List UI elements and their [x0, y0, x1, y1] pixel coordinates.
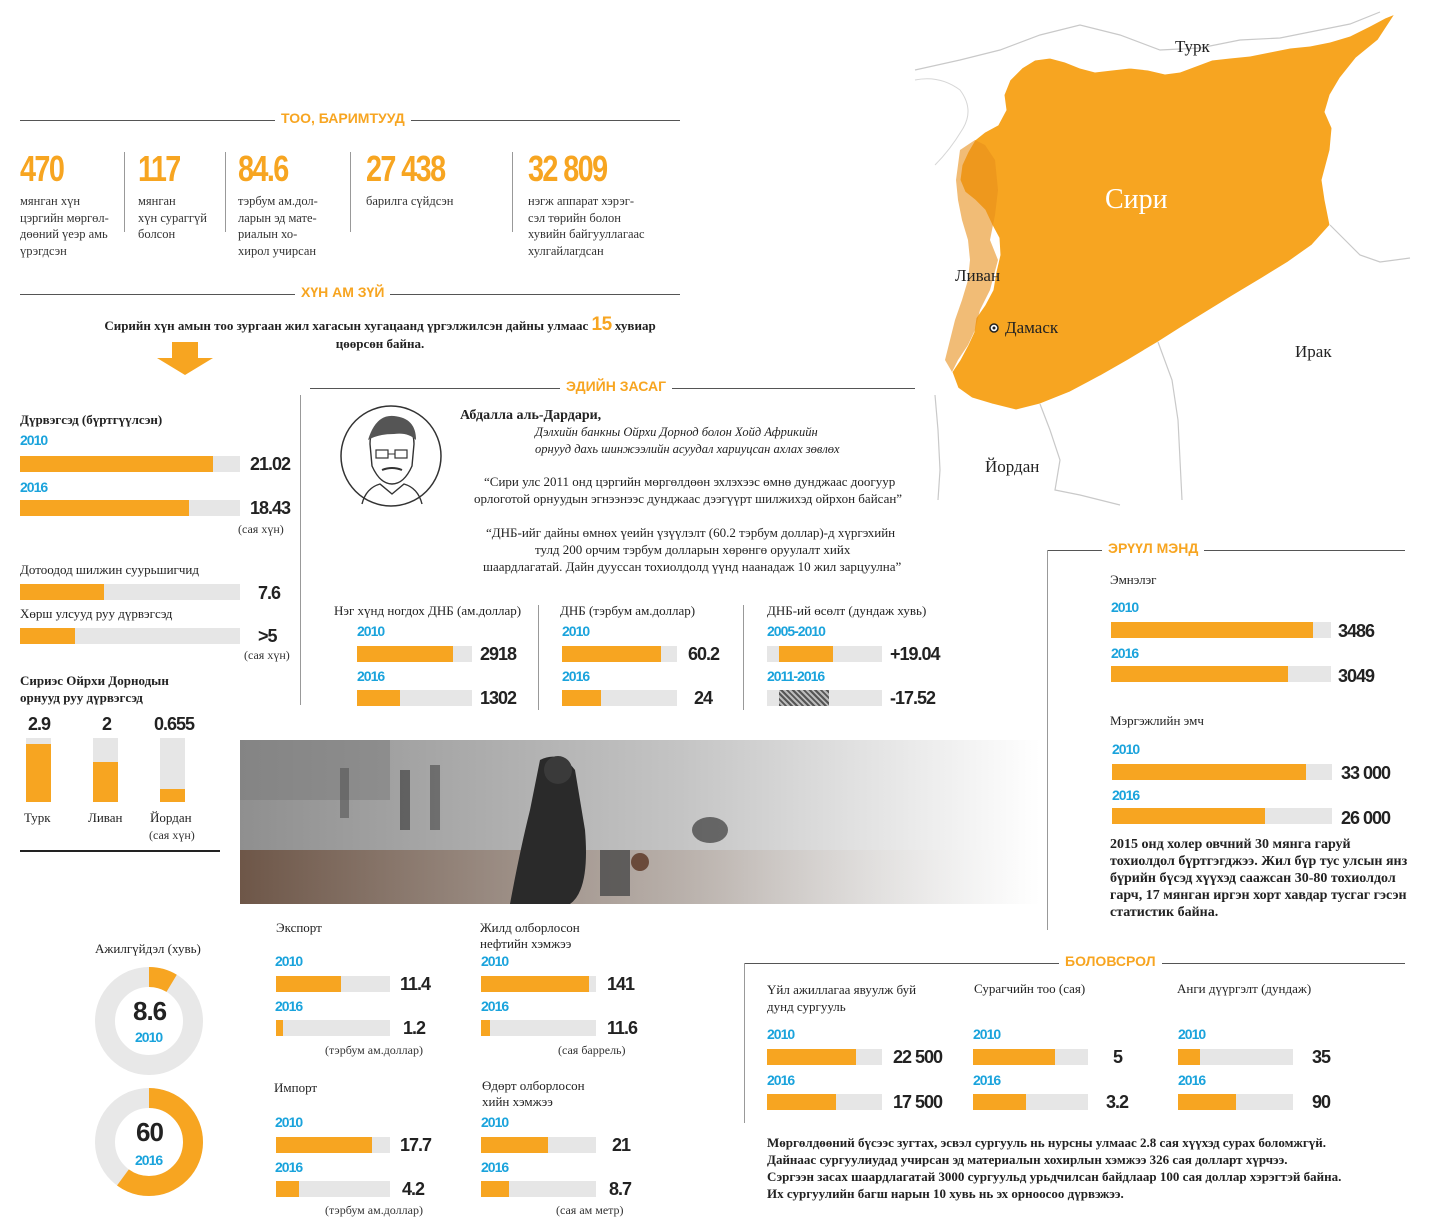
unit-label: (сая баррель)	[558, 1043, 626, 1057]
bar-track	[767, 646, 882, 662]
bar-fill	[481, 1181, 509, 1197]
bar-value: 17 500	[893, 1092, 943, 1112]
bar-track	[1178, 1049, 1293, 1065]
bar-track	[1111, 622, 1331, 638]
education-note-line: Сэргээн засах шаардлагатай 3000 сургуульд урьдчилсан байдлаар 100 сая доллар хэрэгтэй байна.	[767, 1169, 1342, 1184]
bar-track	[973, 1094, 1088, 1110]
fact-number: 470	[20, 148, 64, 189]
column-track	[160, 738, 185, 802]
year-label: 2016	[357, 668, 385, 684]
fact-divider	[512, 152, 513, 232]
map-label-damascus: Дамаск	[1005, 318, 1059, 337]
bar-track	[481, 1137, 596, 1153]
column-category-label: Ливан	[88, 810, 123, 825]
bar-value: 35	[1312, 1047, 1331, 1067]
column-fill	[26, 744, 51, 802]
bar-fill	[1112, 764, 1306, 780]
bar-fill	[276, 976, 341, 992]
section-economy-title: ЭДИЙН ЗАСАГ	[560, 378, 672, 394]
bar-fill	[357, 690, 400, 706]
fact-description: мянган хүн сураггүй болсон	[138, 194, 207, 241]
unit-label: (сая ам метр)	[556, 1203, 624, 1217]
bar-track	[20, 500, 240, 516]
unit-label: (сая хүн)	[244, 648, 290, 662]
bar-track	[973, 1049, 1088, 1065]
chart-title: Сурагчийн тоо (сая)	[974, 981, 1086, 996]
bar-fill	[481, 1137, 548, 1153]
bar-value: 21.02	[250, 454, 291, 474]
bar-fill	[276, 1020, 283, 1036]
year-label: 2010	[481, 1114, 509, 1130]
fact-description: барилга сүйдсэн	[366, 194, 454, 208]
bar-fill	[276, 1181, 299, 1197]
chart-title: Ажилгүйдэл (хувь)	[95, 941, 201, 956]
chart-title: ДНБ (тэрбум ам.доллар)	[560, 603, 696, 618]
year-label: 2016	[20, 479, 48, 495]
bar-value: 3.2	[1106, 1092, 1129, 1112]
bar-value: 18.43	[250, 498, 291, 518]
year-label: 2016	[767, 1072, 795, 1088]
unit-label: (тэрбум ам.доллар)	[325, 1203, 423, 1217]
year-label: 2010	[1111, 599, 1139, 615]
bar-value: 11.4	[400, 974, 431, 994]
portrait-icon	[332, 404, 450, 508]
bar-fill	[20, 628, 75, 644]
year-label: 2016	[973, 1072, 1001, 1088]
health-note: 2015 онд холер овчний 30 мянга гаруй тохиолдол бүртгэгджээ. Жил бүр тус улсын янз бүрийн бүсэд хүүхэд саажсан 30-80 тохиолдол гарч, 17 мянган иргэн хорт хавдар тусгаг гэсэн статистик байна.	[1110, 837, 1408, 920]
bar-fill	[1111, 622, 1313, 638]
bar-fill	[1112, 808, 1265, 824]
bar-track	[767, 1049, 882, 1065]
bar-track	[276, 1137, 390, 1153]
chart-title: Үйл ажиллагаа явуулж буй дунд сургууль	[767, 982, 917, 1014]
bar-track	[767, 690, 882, 706]
section-population-header	[20, 284, 680, 304]
section-education-header	[744, 953, 1405, 973]
bar-track	[20, 628, 240, 644]
bar-fill	[973, 1094, 1026, 1110]
unit-label: (тэрбум ам.доллар)	[325, 1043, 423, 1057]
down-arrow-icon	[155, 342, 215, 376]
year-label: 2016	[1178, 1072, 1206, 1088]
fact-number: 32 809	[528, 148, 607, 189]
column-fill	[160, 789, 185, 802]
bar-category-label: Дотоодод шилжин суурьшигчид	[20, 562, 199, 577]
bar-value: 1302	[480, 688, 517, 708]
year-label: 2005-2010	[767, 623, 825, 639]
column-value: 2.9	[28, 714, 51, 734]
bar-value: 141	[607, 974, 635, 994]
bar-track	[20, 584, 240, 600]
syria-map	[900, 0, 1430, 520]
chart-title: Анги дүүргэлт (дундаж)	[1177, 981, 1312, 996]
bar-track	[276, 1020, 390, 1036]
year-label: 2016	[1112, 787, 1140, 803]
quote-title: Дэлхийн банкны Ойрхи Дорнод болон Хойд Африкийн	[535, 425, 818, 439]
year-label: 2016	[481, 998, 509, 1014]
fact-number: 27 438	[366, 148, 445, 189]
quote-title: орнууд дахь шинжээлийн асуудал хариуцсан ахлах зөвлөх	[535, 442, 840, 456]
section-education-title: БОЛОВСРОЛ	[1059, 953, 1162, 969]
bar-track	[276, 1181, 390, 1197]
column-category-label: Йордан	[150, 810, 192, 825]
bar-fill	[20, 500, 189, 516]
chart-title: Мэргэжлийн эмч	[1110, 713, 1204, 728]
education-divider	[744, 963, 745, 1123]
column-category-label: Турк	[24, 810, 51, 825]
bar-track	[481, 976, 596, 992]
bar-track	[276, 976, 390, 992]
bar-value: +19.04	[890, 644, 940, 664]
statement-text: Сирийн хүн амын тоо зургаан жил хагасын хугацаанд үргэлжилсэн дайны улмаас	[104, 318, 589, 333]
education-note-line: Дайнаас сургуулиудад учирсан эд материалын хохирлын хэмжээ 326 сая долларт хүрчээ.	[767, 1152, 1288, 1167]
fact-description: мянган хүн цэргийн мөргөл- дөөний үеэр амь үрэгдсэн	[20, 194, 109, 258]
bar-track	[481, 1020, 596, 1036]
section-facts-header	[20, 110, 680, 130]
statement-text: цөөрсөн байна.	[335, 336, 425, 351]
year-label: 2010	[481, 953, 509, 969]
bar-track	[1178, 1094, 1293, 1110]
year-label: 2010	[1178, 1026, 1206, 1042]
bar-category-label: Хөрш улсууд руу дүрвэгсэд	[20, 606, 173, 621]
bar-track	[562, 646, 677, 662]
chart-title: Экспорт	[276, 920, 322, 935]
year-label: 2010	[275, 1114, 303, 1130]
bar-value: 24	[694, 688, 713, 708]
year-label: 2016	[1111, 645, 1139, 661]
education-note-line: Мөргөлдөөний бүсээс зугтах, эсвэл сургууль нь нурсны улмаас 2.8 сая хүүхэд сурах боломжгүй.	[767, 1135, 1327, 1150]
section-economy-header	[310, 378, 915, 398]
quote-text: “Сири улс 2011 онд цэргийн мөргөлдөөн эхлэхээс өмнө дунджаас доогуур	[484, 474, 896, 489]
quote-name: Абдалла аль-Дардари,	[460, 408, 602, 423]
health-divider	[1047, 550, 1048, 930]
chart-title: Сириэс Ойрхи Дорнодын орнууд руу дүрвэгсэд	[20, 673, 169, 705]
bar-value: -17.52	[890, 688, 936, 708]
chart-title: Жилд олборлосон нефтийн хэмжээ	[480, 920, 580, 951]
year-label: 2011-2016	[767, 668, 825, 684]
bar-value: 2918	[480, 644, 517, 664]
bar-fill	[20, 584, 104, 600]
column-fill	[93, 762, 118, 802]
year-label: 2010	[135, 1029, 163, 1045]
year-label: 2010	[973, 1026, 1001, 1042]
quote-text: “ДНБ-ийг дайны өмнөх үеийн үзүүлэлт (60.2 тэрбум доллар)-д хүргэхийн	[486, 525, 896, 540]
year-label: 2010	[357, 623, 385, 639]
bar-track	[357, 690, 472, 706]
year-label: 2016	[275, 998, 303, 1014]
statement-text: хувиар	[614, 318, 656, 333]
bar-fill	[481, 976, 589, 992]
bar-value: 17.7	[400, 1135, 432, 1155]
bar-value: 26 000	[1341, 808, 1391, 828]
bar-fill	[276, 1137, 372, 1153]
bar-value: 5	[1113, 1047, 1123, 1067]
column-track	[26, 738, 51, 802]
quote-text: тулд 200 орчим тэрбум долларын хөрөнгө оруулалт хийх	[535, 542, 851, 557]
bar-value: 7.6	[258, 583, 281, 603]
bar-track	[1112, 808, 1332, 824]
education-note-line: Их сургуулийн багш нарын 10 хувь нь эх орноосоо дүрвэжээ.	[767, 1186, 1124, 1201]
chart-title: Нэг хүнд ногдох ДНБ (ам.доллар)	[334, 603, 522, 618]
map-label-lebanon: Ливан	[955, 266, 1001, 285]
fact-number: 84.6	[238, 148, 288, 189]
year-label: 2016	[481, 1159, 509, 1175]
statement-number: 15	[591, 314, 612, 335]
bar-value: >5	[258, 626, 277, 646]
bar-value: 90	[1312, 1092, 1331, 1112]
chart-title: Эмнэлэг	[1110, 572, 1157, 587]
bar-fill	[20, 456, 213, 472]
bar-value: 11.6	[607, 1018, 638, 1038]
street-photo	[240, 740, 1040, 904]
unit-label: (сая хүн)	[149, 828, 195, 842]
year-label: 2010	[767, 1026, 795, 1042]
bar-track	[767, 1094, 882, 1110]
year-label: 2010	[1112, 741, 1140, 757]
year-label: 2016	[135, 1152, 163, 1168]
chart-title: Импорт	[274, 1080, 318, 1095]
bar-fill	[481, 1020, 490, 1036]
bar-value: 3486	[1338, 621, 1375, 641]
unit-label: (сая хүн)	[238, 522, 284, 536]
fact-divider	[124, 152, 125, 232]
map-label-jordan: Йордан	[985, 457, 1040, 476]
bar-fill	[767, 1094, 836, 1110]
year-label: 2010	[275, 953, 303, 969]
fact-divider	[225, 152, 226, 232]
map-label-syria: Сири	[1105, 184, 1168, 215]
bar-fill-negative	[779, 690, 829, 706]
fact-divider	[350, 152, 351, 232]
bar-fill	[562, 646, 661, 662]
fact-description: нэгж аппарат хэрэг- сэл төрийн болон хувийн байгууллагаас хулгайлагдсан	[528, 194, 645, 258]
bar-fill	[767, 1049, 856, 1065]
bar-value: 21	[612, 1135, 631, 1155]
donut-value: 8.6	[133, 996, 167, 1026]
year-label: 2010	[562, 623, 590, 639]
bar-value: 33 000	[1341, 763, 1391, 783]
column-track	[93, 738, 118, 802]
fact-description: тэрбум ам.дол- ларын эд мате- риалын хо- хирол учирсан	[238, 194, 318, 258]
chart-title: Дүрвэгсэд (бүртгүүлсэн)	[20, 412, 163, 427]
bar-fill	[1178, 1049, 1200, 1065]
year-label: 2016	[275, 1159, 303, 1175]
chart-title: Өдөрт олборлосон хийн хэмжээ	[482, 1078, 585, 1109]
bar-fill	[562, 690, 601, 706]
map-label-turkey: Турк	[1175, 37, 1210, 56]
map-label-iraq: Ирак	[1295, 342, 1332, 361]
column-value: 2	[102, 714, 112, 734]
bar-track	[562, 690, 677, 706]
section-facts-title: ТОО, БАРИМТУУД	[275, 110, 411, 126]
bar-track	[357, 646, 472, 662]
bar-value: 4.2	[402, 1179, 425, 1199]
column-value: 0.655	[154, 714, 195, 734]
bar-track	[20, 456, 240, 472]
quote-text: орлоготой орнуудын эгнээнээс дунджаас дээгүүрт шилжихэд ойрхон байсан”	[474, 491, 903, 506]
section-health-header	[1047, 540, 1405, 560]
bar-value: 1.2	[403, 1018, 426, 1038]
section-population-title: ХҮН АМ ЗҮЙ	[295, 284, 390, 300]
bar-value: 3049	[1338, 666, 1375, 686]
bar-fill	[1111, 666, 1288, 682]
fact-number: 117	[138, 148, 180, 189]
chart-divider	[538, 605, 539, 710]
divider	[20, 850, 220, 852]
column-divider	[300, 395, 301, 705]
bar-fill	[1178, 1094, 1236, 1110]
quote-text: шаардлагатай. Дайн дууссан тохиолдолд үүнд наанадаж 10 жил зарцуулна”	[483, 559, 902, 574]
bar-value: 22 500	[893, 1047, 943, 1067]
bar-fill	[779, 646, 834, 662]
bar-track	[1111, 666, 1331, 682]
bar-value: 8.7	[609, 1179, 632, 1199]
donut-value: 60	[136, 1117, 163, 1147]
chart-title: ДНБ-ий өсөлт (дундаж хувь)	[767, 603, 927, 618]
bar-fill	[357, 646, 453, 662]
bar-track	[481, 1181, 596, 1197]
section-health-title: ЭРҮҮЛ МЭНД	[1102, 540, 1204, 556]
year-label: 2016	[562, 668, 590, 684]
chart-divider	[743, 605, 744, 710]
year-label: 2010	[20, 432, 48, 448]
bar-track	[1112, 764, 1332, 780]
bar-value: 60.2	[688, 644, 720, 664]
bar-fill	[973, 1049, 1055, 1065]
